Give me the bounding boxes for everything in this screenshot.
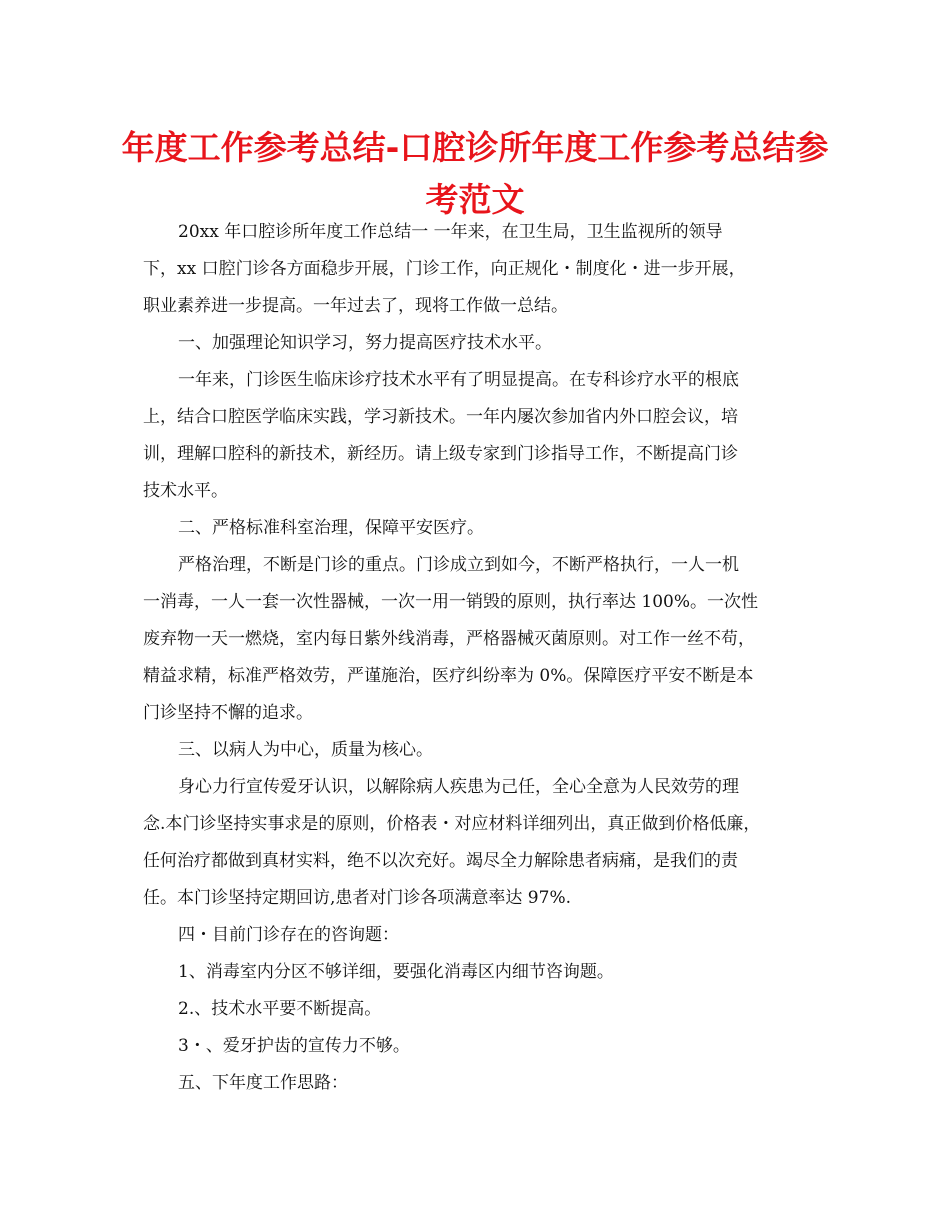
- text-line: 1、消毒室内分区不够详细，要强化消毒区内细节咨询题。: [178, 962, 614, 982]
- text-line: 2.、技术水平要不断提高。: [178, 999, 382, 1019]
- text-line: 一消毒，一人一套一次性器械，一次一用一销毁的原则，执行率达 100%。一次性: [143, 592, 759, 612]
- text-line: 三、以病人为中心，质量为核心。: [178, 740, 433, 760]
- text-line: 20xx 年口腔诊所年度工作总结一 一年来，在卫生局，卫生监视所的领导: [178, 222, 723, 242]
- document-body: [143, 214, 803, 1102]
- text-line: 一、加强理论知识学习，努力提高医疗技术水平。: [178, 333, 552, 353]
- text-line: 身心力行宣传爱牙认识，以解除病人疾患为己任，全心全意为人民效劳的理: [178, 777, 739, 797]
- text-line: 废弃物一天一燃烧，室内每日紫外线消毒，严格器械灭菌原则。对工作一丝不苟，: [143, 629, 755, 649]
- text-line: 任何治疗都做到真材实料，绝不以次充好。竭尽全力解除患者病痛，是我们的责: [143, 851, 738, 871]
- text-line: 任。本门诊坚持定期回访,患者对门诊各项满意率达 97%.: [143, 888, 571, 908]
- text-line: 严格治理，不断是门诊的重点。门诊成立到如今，不断严格执行，一人一机: [178, 555, 739, 575]
- text-line: 精益求精，标准严格效劳，严谨施治，医疗纠纷率为 0%。保障医疗平安不断是本: [143, 666, 754, 686]
- text-line: 五、下年度工作思路：: [178, 1073, 348, 1093]
- text-line: 一年来，门诊医生临床诊疗技术水平有了明显提高。在专科诊疗水平的根底: [178, 370, 739, 390]
- text-line: 职业素养进一步提高。一年过去了，现将工作做一总结。: [143, 296, 568, 316]
- text-line: 上，结合口腔医学临床实践，学习新技术。一年内屡次参加省内外口腔会议，培: [143, 407, 738, 427]
- text-line: 门诊坚持不懈的追求。: [143, 703, 313, 723]
- text-line: 下，xx 口腔门诊各方面稳步开展，门诊工作，向正规化・制度化・进一步开展，: [143, 259, 746, 279]
- text-line: 念.本门诊坚持实事求是的原则，价格表・对应材料详细列出，真正做到价格低廉，: [143, 814, 761, 834]
- title-line-1: 年度工作参考总结-口腔诊所年度工作参考总结参: [121, 128, 829, 167]
- text-line: 3・、爱牙护齿的宣传力不够。: [178, 1036, 410, 1056]
- text-line: 二、严格标准科室治理，保障平安医疗。: [178, 518, 484, 538]
- title-line-2: 考范文: [425, 180, 525, 219]
- text-line: 训，理解口腔科的新技术，新经历。请上级专家到门诊指导工作，不断提高门诊: [143, 444, 738, 464]
- text-line: 技术水平。: [143, 481, 228, 501]
- document-title: [120, 122, 830, 226]
- text-line: 四・目前门诊存在的咨询题：: [178, 925, 399, 945]
